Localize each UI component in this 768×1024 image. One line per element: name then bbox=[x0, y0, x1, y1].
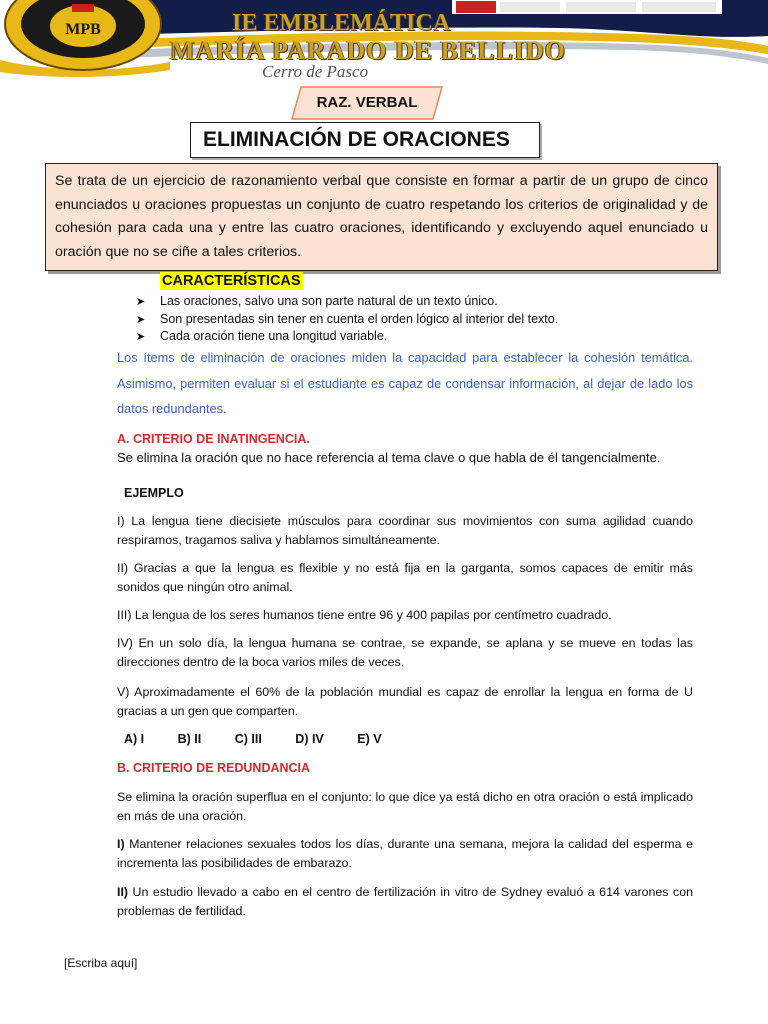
list-item-text: Cada oración tiene una longitud variable. bbox=[160, 329, 388, 343]
option-a: A) I bbox=[124, 732, 145, 746]
school-name: MARÍA PARADO DE BELLIDO bbox=[170, 36, 566, 65]
characteristics-heading: CARACTERÍSTICAS bbox=[162, 273, 301, 289]
option-d: D) IV bbox=[295, 732, 324, 746]
svg-text:MPB: MPB bbox=[65, 21, 101, 38]
sentence-item: V) Aproximadamente el 60% de la población mundial es capaz de enrollar la lengua en forma de U gracias a un gen que comparten. bbox=[117, 685, 693, 718]
sentence-item: II) Gracias a que la lengua es flexible y no está fija en la garganta, somos capaces de emitir más sonidos que ningún otro animal. bbox=[117, 561, 693, 594]
sentence-item bbox=[117, 883, 693, 920]
list-item-text: Las oraciones, salvo una son parte natural de un texto único. bbox=[160, 294, 498, 308]
list-item bbox=[136, 328, 387, 346]
arrow-bullet-icon: ➤ bbox=[136, 296, 146, 308]
criterion-b-text: Se elimina la oración superflua en el conjunto: lo que dice ya está dicho en otra oración o está implicado en más de una oración. bbox=[117, 790, 693, 823]
page-title: ELIMINACIÓN DE ORACIONES bbox=[190, 122, 540, 158]
option-c: C) III bbox=[234, 732, 262, 746]
sentence-item bbox=[117, 835, 693, 872]
sentence-number: II) bbox=[117, 885, 129, 899]
sentence-item: III) La lengua de los seres humanos tiene entre 96 y 400 papilas por centímetro cuadrado. bbox=[117, 608, 612, 622]
definition-text: Se trata de un ejercicio de razonamiento verbal que consiste en formar a partir de un grupo de cinco enunciados u oraciones propuestas un conjunto de cuatro respetando los criterios de originalidad y de cohesión para cada una y entre las cuatro oraciones, identificando y excluyendo aquel enunciado u oración que no se ciñe a tales criterios. bbox=[55, 173, 708, 260]
example-label: EJEMPLO bbox=[124, 486, 184, 500]
option-e: E) V bbox=[357, 732, 382, 746]
sentence-number: I) bbox=[117, 837, 125, 851]
arrow-bullet-icon: ➤ bbox=[136, 314, 146, 326]
list-item bbox=[136, 293, 498, 311]
criterion-b-heading: B. CRITERIO DE REDUNDANCIA bbox=[117, 761, 311, 775]
assessment-paragraph: Los ítems de eliminación de oraciones miden la capacidad para establecer la cohesión temática. Asimismo, permiten evaluar si el estudiante es capaz de condensar información, al dejar de lado los datos redundantes. bbox=[117, 350, 693, 416]
arrow-bullet-icon: ➤ bbox=[136, 331, 146, 343]
answer-options bbox=[124, 732, 412, 746]
sentence-item: I) La lengua tiene diecisiete músculos para coordinar sus movimientos con suma agilidad cuando respiramos, tragamos saliva y hablamos simultáneamente. bbox=[117, 514, 693, 547]
option-b: B) II bbox=[177, 732, 202, 746]
definition-box bbox=[45, 163, 718, 271]
criterion-a-text: Se elimina la oración que no hace referencia al tema clave o que habla de él tangencialmente. bbox=[117, 450, 661, 465]
sentence-item: IV) En un solo día, la lengua humana se contrae, se expande, se aplana y se mueve en todas las direcciones dentro de la boca varios miles de veces. bbox=[117, 636, 693, 669]
criterion-a-heading: A. CRITERIO DE INATINGENCIA. bbox=[117, 432, 310, 446]
sentence-text: Mantener relaciones sexuales todos los días, durante una semana, mejora la calidad del esperma e incrementa las posibilidades de embarazo. bbox=[117, 837, 693, 870]
subject-label: RAZ. VERBAL bbox=[316, 94, 418, 111]
sentence-text: Un estudio llevado a cabo en el centro de fertilización in vitro de Sydney evaluó a 614 varones con problemas de fertilidad. bbox=[117, 885, 693, 918]
list-item-text: Son presentadas sin tener en cuenta el orden lógico al interior del texto. bbox=[160, 312, 559, 326]
school-prefix: IE EMBLEMÁTICA bbox=[232, 10, 451, 36]
school-seal-logo bbox=[2, 0, 164, 82]
list-item bbox=[136, 311, 558, 329]
school-city: Cerro de Pasco bbox=[262, 62, 369, 81]
footer-placeholder[interactable]: [Escriba aquí] bbox=[64, 956, 138, 970]
